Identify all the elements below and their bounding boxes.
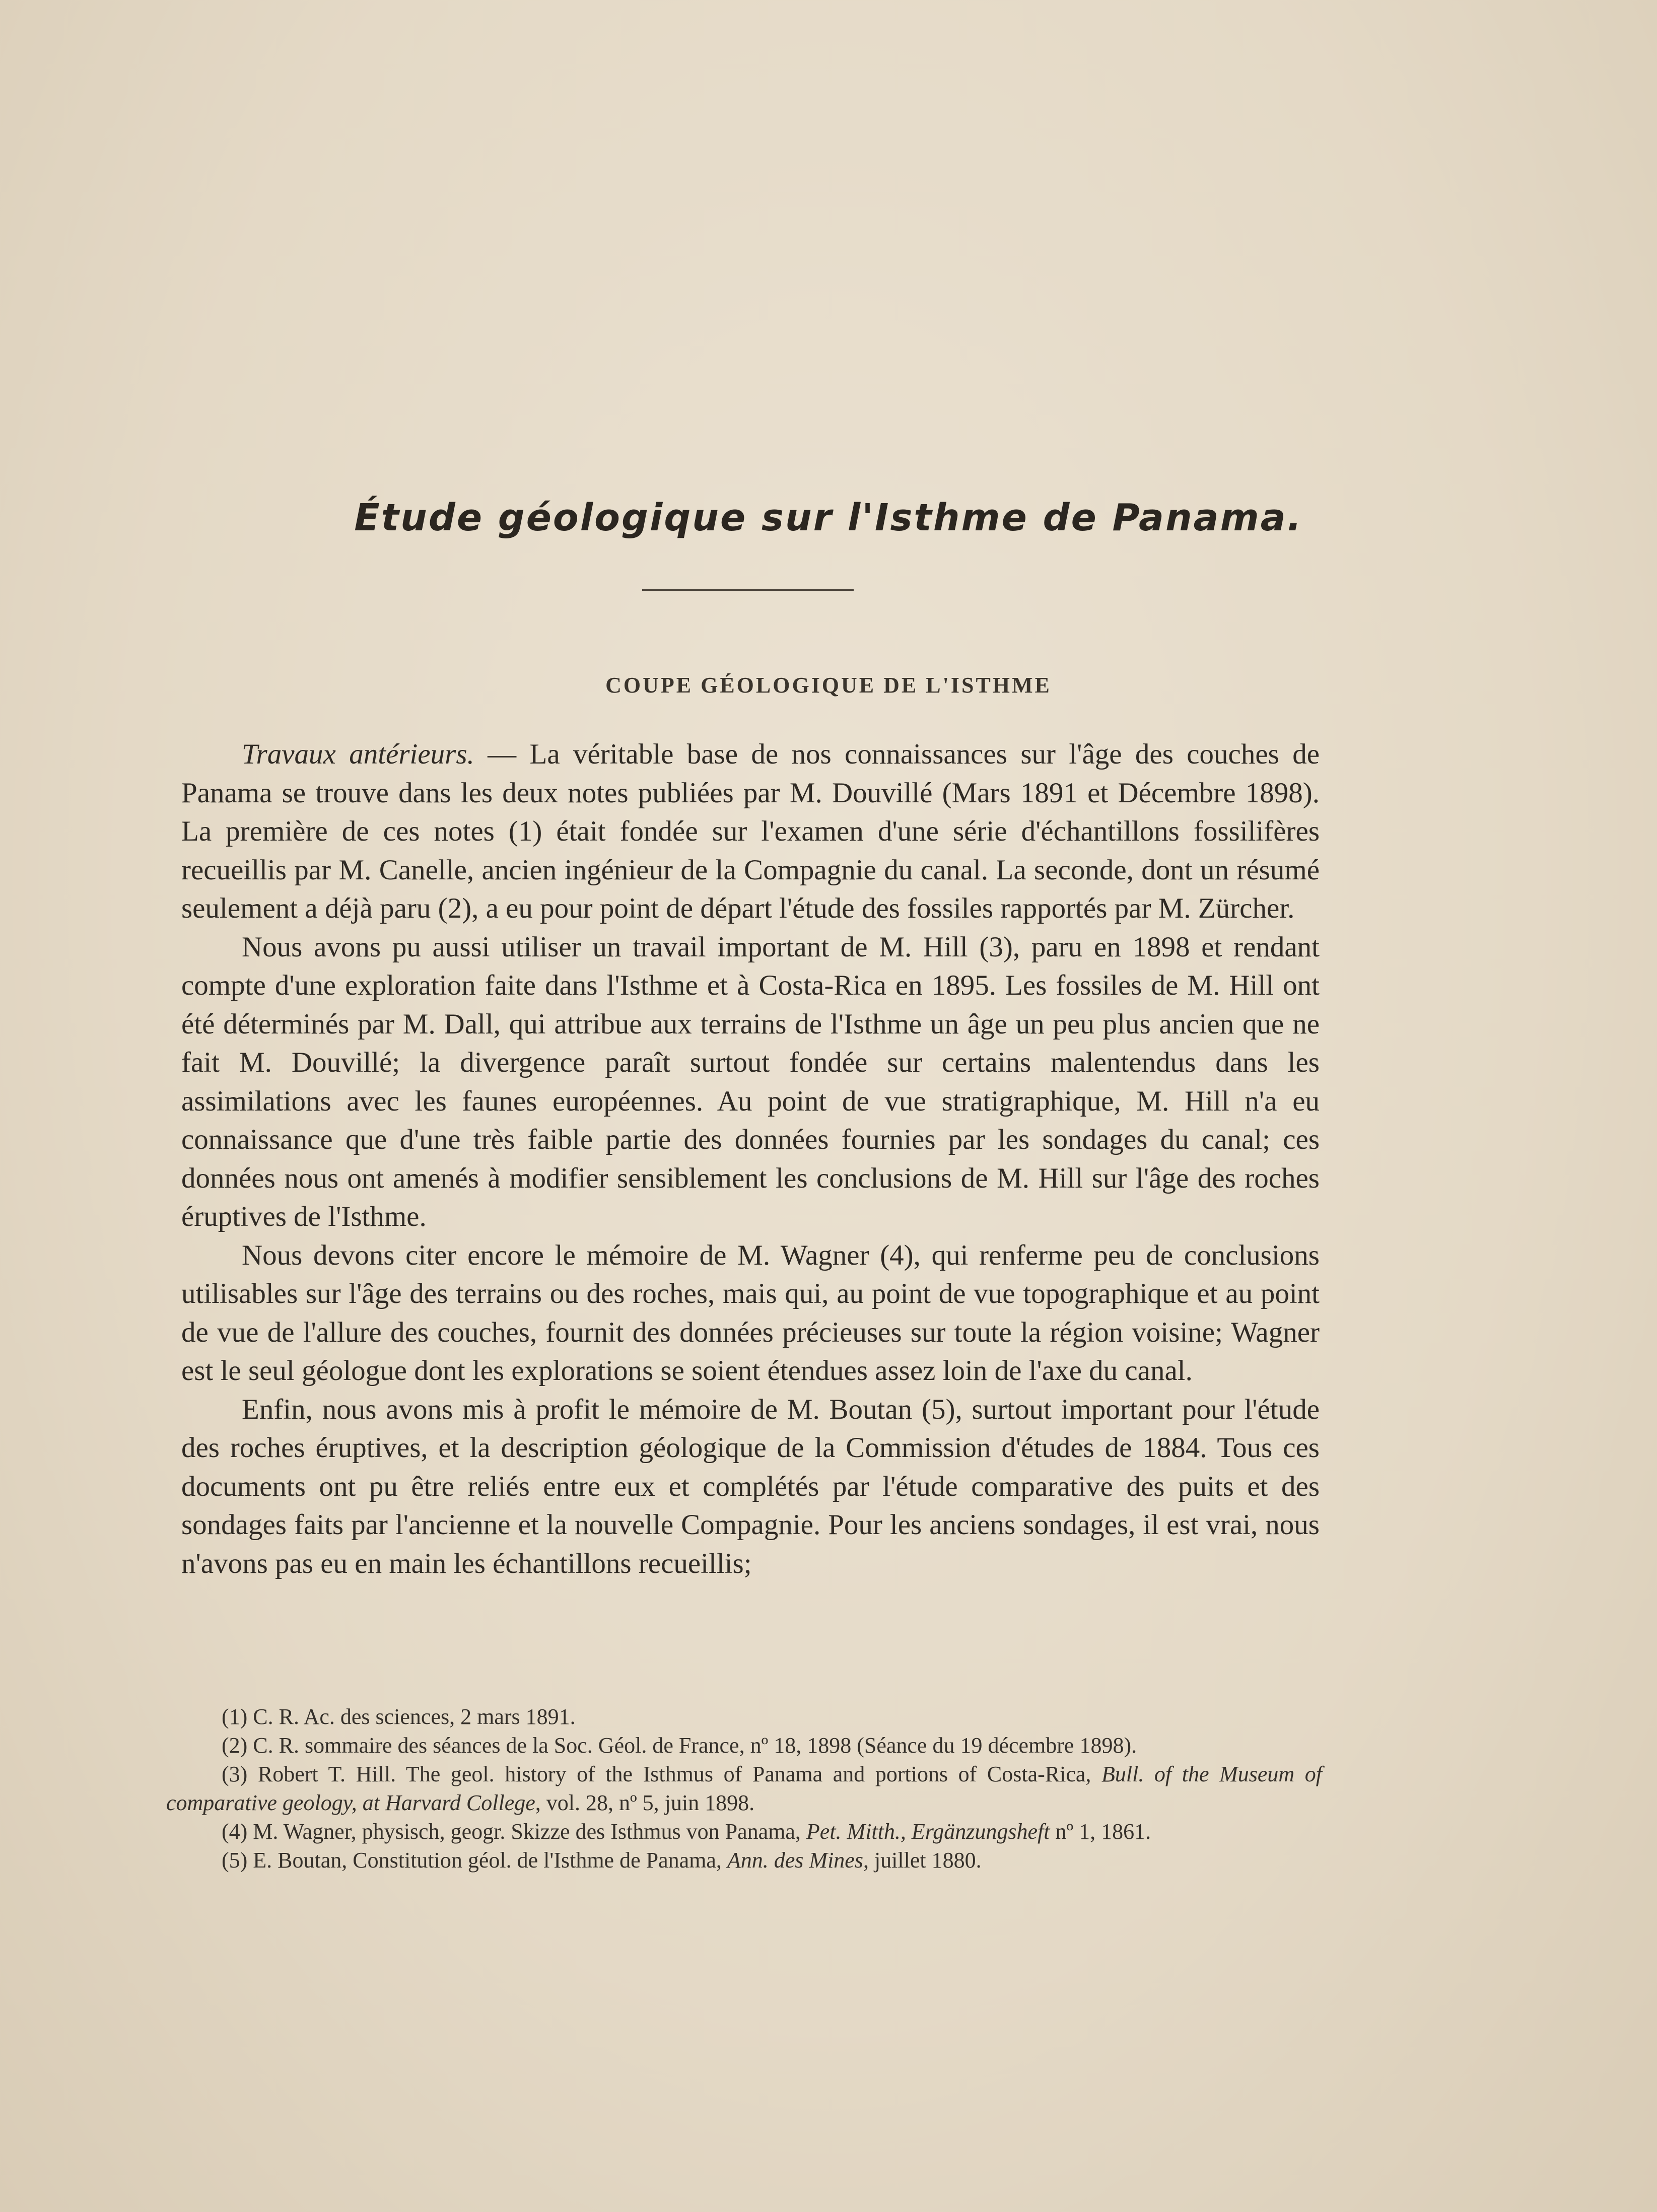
footnote-1: (1) C. R. Ac. des sciences, 2 mars 1891. — [222, 1704, 576, 1729]
footnote-4-journal: Pet. Mitth., Ergänzungsheft — [806, 1819, 1050, 1844]
footnote-5-journal: Ann. des Mines — [727, 1848, 863, 1873]
title-divider — [642, 589, 854, 591]
paragraph-4: Enfin, nous avons mis à profit le mémoire de M. Boutan (5), surtout important pour l'étude des roches éruptives, et la description géologique de la Commission d'études de 1884. Tous ces documents ont pu être reliés entre eux et complétés par l'étude comparative des puits et des sondages faits par l'ancienne et la nouvelle Compagnie. Pour les anciens sondages, il est vrai, nous n'avons pas eu en main les échantillons recueillis; — [181, 1393, 1320, 1579]
footnotes — [166, 1702, 1322, 1875]
footnote-3-text: (3) Robert T. Hill. The geol. history of the Isthmus of Panama and portions of Costa-Rica, — [222, 1762, 1102, 1786]
footnote-2: (2) C. R. sommaire des séances de la Soc. Géol. de France, nº 18, 1898 (Séance du 19 décembre 1898). — [222, 1733, 1137, 1758]
section-heading: COUPE GÉOLOGIQUE DE L'ISTHME — [605, 673, 1052, 698]
footnote-3-journal: Bull. of the Museum of comparative geology, at Harvard College — [166, 1762, 1322, 1815]
paragraph-1 — [181, 735, 1320, 928]
footnote-4-text: (4) M. Wagner, physisch, geogr. Skizze des Isthmus von Panama, — [222, 1819, 806, 1844]
footnote-4 — [166, 1817, 1322, 1846]
paragraph-1-text: — La véritable base de nos connaissances sur l'âge des couches de Panama se trouve dans les deux notes publiées par M. Douvillé (Mars 1891 et Décembre 1898). La première de ces notes (1) était fondée sur l'examen d'une série d'échantillons fossilifères recueillis par M. Canelle, ancien ingénieur de la Compagnie du canal. La seconde, dont un résumé seulement a déjà paru (2), a eu pour point de départ l'étude des fossiles rapportés par M. Zürcher. — [181, 738, 1320, 924]
paragraph-1-lead: Travaux antérieurs. — [242, 738, 474, 770]
footnote-5 — [166, 1846, 1322, 1875]
paragraph-3: Nous devons citer encore le mémoire de M. Wagner (4), qui renferme peu de conclusions utilisables sur l'âge des terrains ou des roches, mais qui, au point de vue topographique et au point de vue de l'allure des couches, fournit des données précieuses sur toute la région voisine; Wagner est le seul géologue dont les explorations se soient étendues assez loin de l'axe du canal. — [181, 1239, 1320, 1387]
footnote-3-details: , vol. 28, nº 5, juin 1898. — [535, 1790, 755, 1815]
footnote-5-details: , juillet 1880. — [863, 1848, 982, 1873]
paragraph-2: Nous avons pu aussi utiliser un travail important de M. Hill (3), paru en 1898 et rendant compte d'une exploration faite dans l'Isthme et à Costa-Rica en 1895. Les fossiles de M. Hill ont été déterminés par M. Dall, qui attribue aux terrains de l'Isthme un âge un peu plus ancien que ne fait M. Douvillé; la divergence paraît surtout fondée sur certains malentendus dans les assimilations avec les faunes européennes. Au point de vue stratigraphique, M. Hill n'a eu connaissance que d'une très faible partie des données fournies par les sondages du canal; ces données nous ont amenés à modifier sensiblement les conclusions de M. Hill sur l'âge des roches éruptives de l'Isthme. — [181, 931, 1320, 1232]
document-title: Étude géologique sur l'Isthme de Panama. — [354, 496, 1303, 539]
footnote-4-details: nº 1, 1861. — [1050, 1819, 1151, 1844]
footnote-3 — [166, 1760, 1322, 1817]
footnote-5-text: (5) E. Boutan, Constitution géol. de l'Isthme de Panama, — [222, 1848, 727, 1873]
body-text — [181, 735, 1320, 1583]
